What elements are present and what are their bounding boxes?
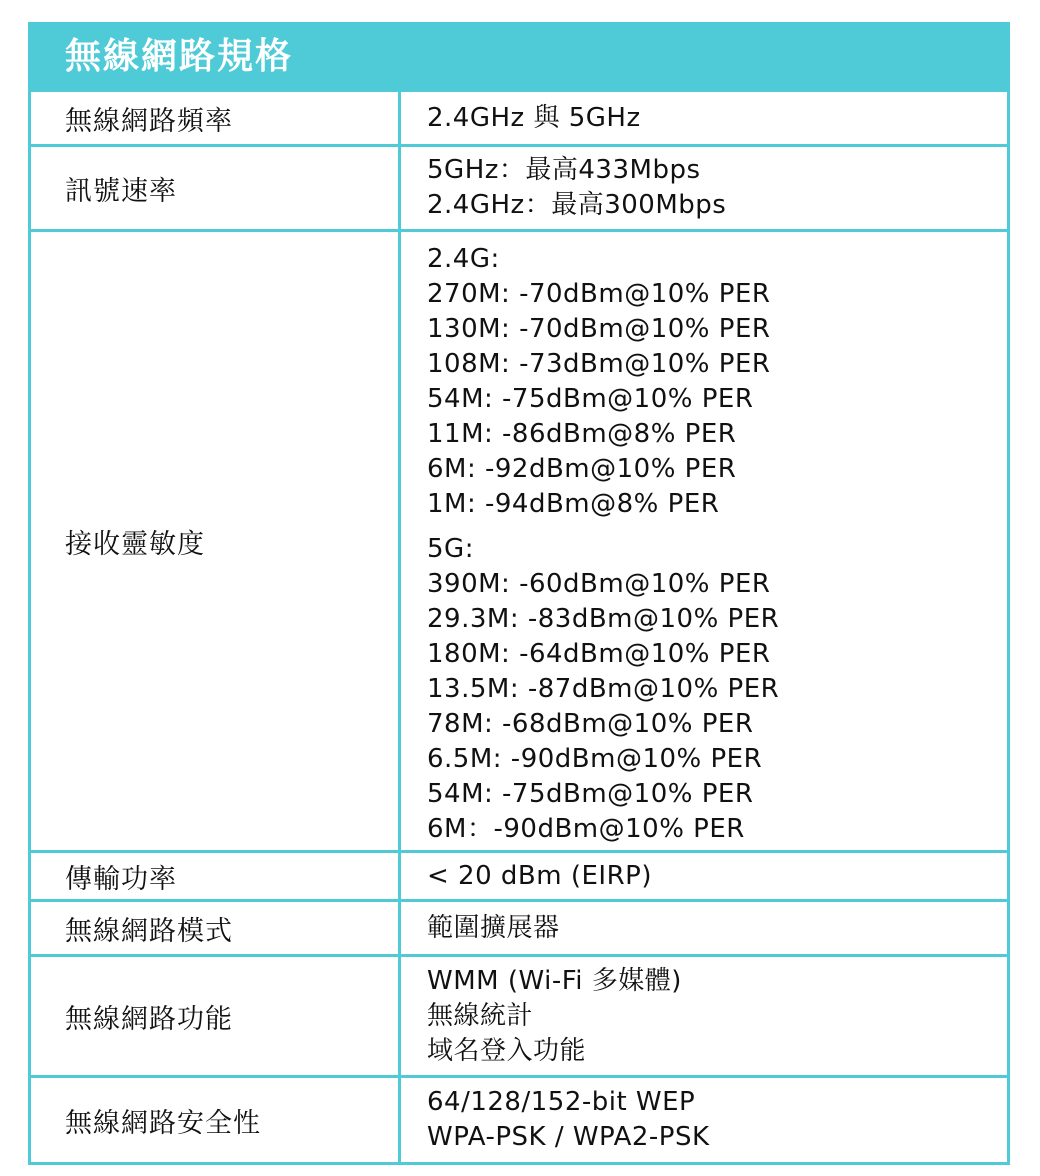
value-line: 5GHz：最高433Mbps xyxy=(427,155,701,185)
row-label: 無線網路安全性 xyxy=(31,1078,401,1162)
row-value xyxy=(401,92,1007,144)
row-label: 無線網路模式 xyxy=(31,902,401,954)
value-line: 無線統計 xyxy=(427,1000,534,1031)
row-label: 無線網路頻率 xyxy=(31,92,401,144)
row-value xyxy=(401,853,1007,899)
value-line: 5G: xyxy=(427,534,474,564)
row-value xyxy=(401,1078,1007,1162)
row-receive-sensitivity xyxy=(31,229,1007,850)
row-label: 無線網路功能 xyxy=(31,957,401,1075)
row-wireless-functions xyxy=(31,954,1007,1075)
row-value xyxy=(401,902,1007,954)
row-value xyxy=(401,147,1007,229)
value-line: 29.3M: -83dBm@10% PER xyxy=(427,604,780,634)
row-wireless-mode xyxy=(31,899,1007,954)
value-line: 130M: -70dBm@10% PER xyxy=(427,314,771,344)
value-line: 13.5M: -87dBm@10% PER xyxy=(427,674,780,704)
row-wireless-security xyxy=(31,1075,1007,1162)
row-label: 傳輸功率 xyxy=(31,853,401,899)
value-line: 180M: -64dBm@10% PER xyxy=(427,639,771,669)
value-line: 390M: -60dBm@10% PER xyxy=(427,569,771,599)
sensitivity-group-5g xyxy=(427,532,1007,847)
value-line: 2.4GHz 與 5GHz xyxy=(427,102,641,133)
value-line: 2.4GHz：最高300Mbps xyxy=(427,190,727,220)
value-line: 範圍擴展器 xyxy=(427,912,560,943)
row-wireless-frequency xyxy=(31,89,1007,144)
value-line: 108M: -73dBm@10% PER xyxy=(427,349,771,379)
sensitivity-group-2g xyxy=(427,242,1007,522)
row-label: 接收靈敏度 xyxy=(31,232,401,850)
table-title: 無線網路規格 xyxy=(31,25,1007,89)
value-line: 54M: -75dBm@10% PER xyxy=(427,779,754,809)
value-line: 78M: -68dBm@10% PER xyxy=(427,709,754,739)
row-value xyxy=(401,232,1007,850)
value-line: 270M: -70dBm@10% PER xyxy=(427,279,771,309)
row-label: 訊號速率 xyxy=(31,147,401,229)
value-line: WPA-PSK / WPA2-PSK xyxy=(427,1122,710,1152)
value-line: 6.5M: -90dBm@10% PER xyxy=(427,744,763,774)
value-line: 2.4G: xyxy=(427,244,500,274)
row-signal-rate xyxy=(31,144,1007,229)
group-spacer xyxy=(427,522,1007,532)
value-line: WMM (Wi-Fi 多媒體) xyxy=(427,965,682,996)
value-line: 6M：-90dBm@10% PER xyxy=(427,814,745,844)
value-line: 1M: -94dBm@8% PER xyxy=(427,489,720,519)
row-value xyxy=(401,957,1007,1075)
value-line: 6M: -92dBm@10% PER xyxy=(427,454,737,484)
value-line: 64/128/152-bit WEP xyxy=(427,1087,696,1117)
value-line: < 20 dBm (EIRP) xyxy=(427,860,652,891)
spec-table xyxy=(28,22,1010,1165)
value-line: 54M: -75dBm@10% PER xyxy=(427,384,754,414)
row-transmit-power xyxy=(31,850,1007,899)
value-line: 域名登入功能 xyxy=(427,1035,587,1066)
value-line: 11M: -86dBm@8% PER xyxy=(427,419,737,449)
